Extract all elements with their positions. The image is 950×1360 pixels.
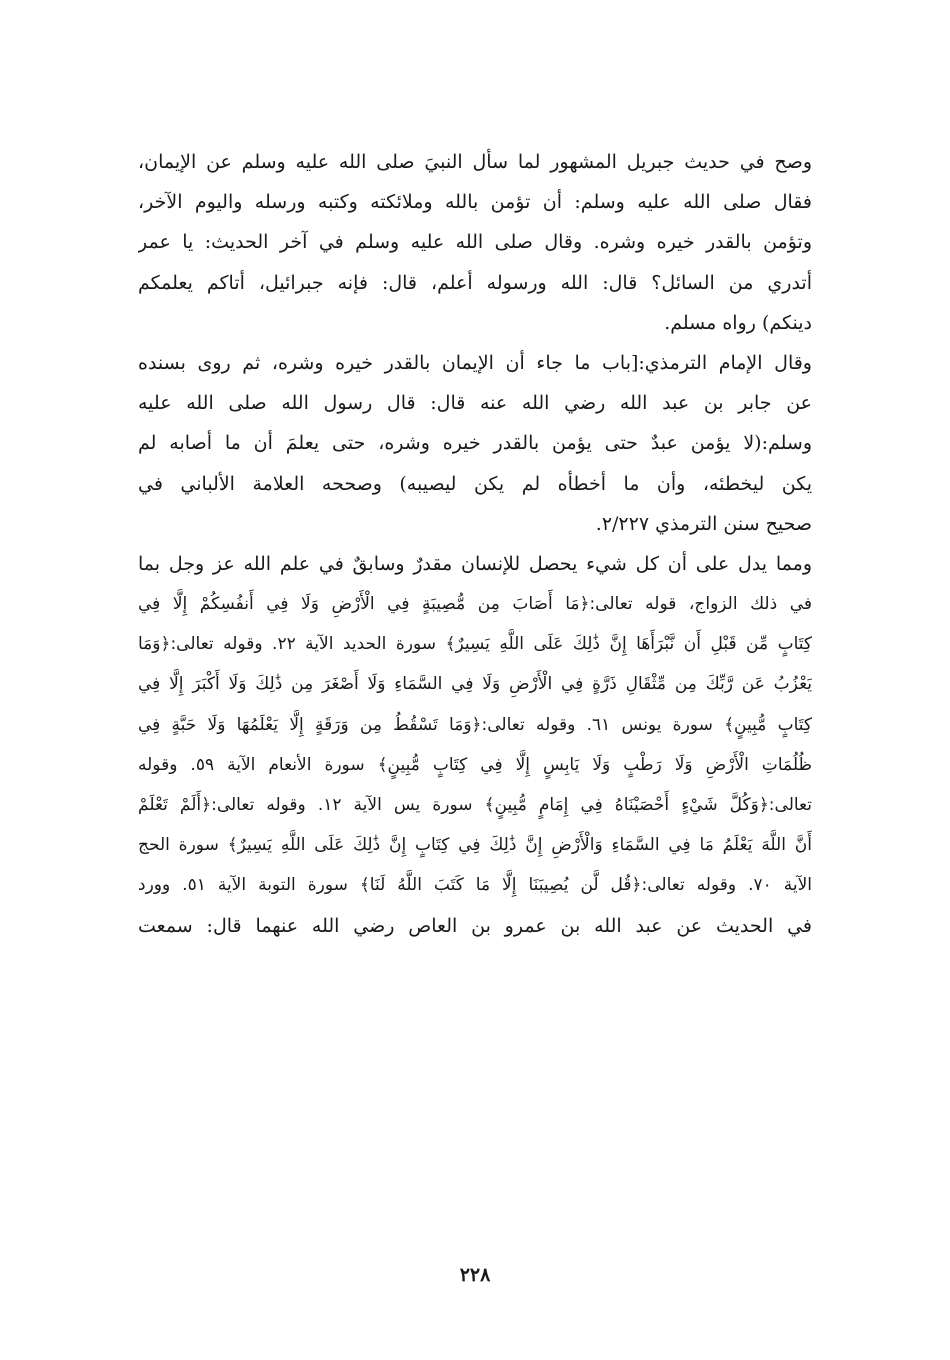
text-line-with-quran-verse: يَعْزُبُ عَن رَّبِّكَ مِن مِّثْقَالِ ذَرَّةٍ فِي الْأَرْضِ وَلَا فِي السَّمَاءِ وَلَا أَصْغَرَ مِن ذَٰلِكَ وَلَا أَكْبَرَ إِلَّا فِي <box>138 674 812 695</box>
text-line: صحيح سنن الترمذي ٢/٢٢٧. <box>595 512 812 535</box>
text-line: فقال صلى الله عليه وسلم: أن تؤمن بالله وملائكته وكتبه ورسله واليوم الآخر، <box>138 191 812 214</box>
text-line-with-quran-verse: تعالى:﴿وَكُلَّ شَيْءٍ أَحْصَيْنَاهُ فِي إِمَامٍ مُّبِينٍ﴾ سورة يس الآية ١٢. وقوله تعالى:﴿أَلَمْ تَعْلَمْ <box>138 795 812 815</box>
text-line: أتدري من السائل؟ قال: الله ورسوله أعلم، قال: فإنه جبرائيل، أتاكم يعلمكم <box>138 271 812 294</box>
text-line: وسلم:(لا يؤمن عبدٌ حتى يؤمن بالقدر خيره وشره، حتى يعلمَ أن ما أصابه لم <box>138 432 812 455</box>
text-line-with-quran-verse: الآية ٧٠. وقوله تعالى:﴿قُل لَّن يُصِيبَنَا إِلَّا مَا كَتَبَ اللَّهُ لَنَا﴾ سورة التوبة الآية ٥١. وورد <box>138 875 812 896</box>
text-line: وصح في حديث جبريل المشهور لما سأل النبيَ صلى الله عليه وسلم عن الإيمان، <box>138 151 812 173</box>
text-line: دينكم) رواه مسلم. <box>664 311 812 334</box>
text-line-with-quran-verse: كِتَابٍ مُّبِينٍ﴾ سورة يونس ٦١. وقوله تعالى:﴿وَمَا تَسْقُطُ مِن وَرَقَةٍ إِلَّا يَعْلَمُهَا وَلَا حَبَّةٍ فِي <box>138 714 812 735</box>
text-line: في الحديث عن عبد الله بن عمرو بن العاص رضي الله عنهما قال: سمعت <box>138 914 812 937</box>
text-line-with-quran-verse: كِتَابٍ مِّن قَبْلِ أَن نَّبْرَأَهَا إِنَّ ذَٰلِكَ عَلَى اللَّهِ يَسِيرٌ﴾ سورة الحديد الآية ٢٢. وقوله تعالى:﴿وَمَا <box>138 634 812 655</box>
text-line: عن جابر بن عبد الله رضي الله عنه قال: قال رسول الله صلى الله عليه <box>138 392 812 415</box>
text-line: وقال الإمام الترمذي:[باب ما جاء أن الإيمان بالقدر خيره وشره، ثم روى بسنده <box>138 351 812 374</box>
text-line-with-quran-verse: في ذلك الزواج، قوله تعالى:﴿مَا أَصَابَ مِن مُّصِيبَةٍ فِي الْأَرْضِ وَلَا فِي أَنفُسِكُمْ إِلَّا فِي <box>138 594 812 615</box>
text-line: ومما يدل على أن كل شيء يحصل للإنسان مقدرٌ وسابقٌ في علم الله عز وجل بما <box>138 552 812 575</box>
text-line: يكن ليخطئه، وأن ما أخطأه لم يكن ليصيبه) وصححه العلامة الألباني في <box>138 472 812 495</box>
page-number: ٢٢٨ <box>459 1264 491 1286</box>
text-line-with-quran-verse: ظُلُمَاتِ الْأَرْضِ وَلَا رَطْبٍ وَلَا يَابِسٍ إِلَّا فِي كِتَابٍ مُّبِينٍ﴾ سورة الأنعام الآية ٥٩. وقوله <box>138 754 812 775</box>
text-line-with-quran-verse: أَنَّ اللَّهَ يَعْلَمُ مَا فِي السَّمَاءِ وَالْأَرْضِ إِنَّ ذَٰلِكَ فِي كِتَابٍ إِنَّ ذَٰلِكَ عَلَى اللَّهِ يَسِيرٌ﴾ سورة الحج <box>138 835 812 856</box>
text-line: وتؤمن بالقدر خيره وشره. وقال صلى الله عليه وسلم في آخر الحديث: يا عمر <box>138 231 812 254</box>
body-text <box>138 142 812 946</box>
